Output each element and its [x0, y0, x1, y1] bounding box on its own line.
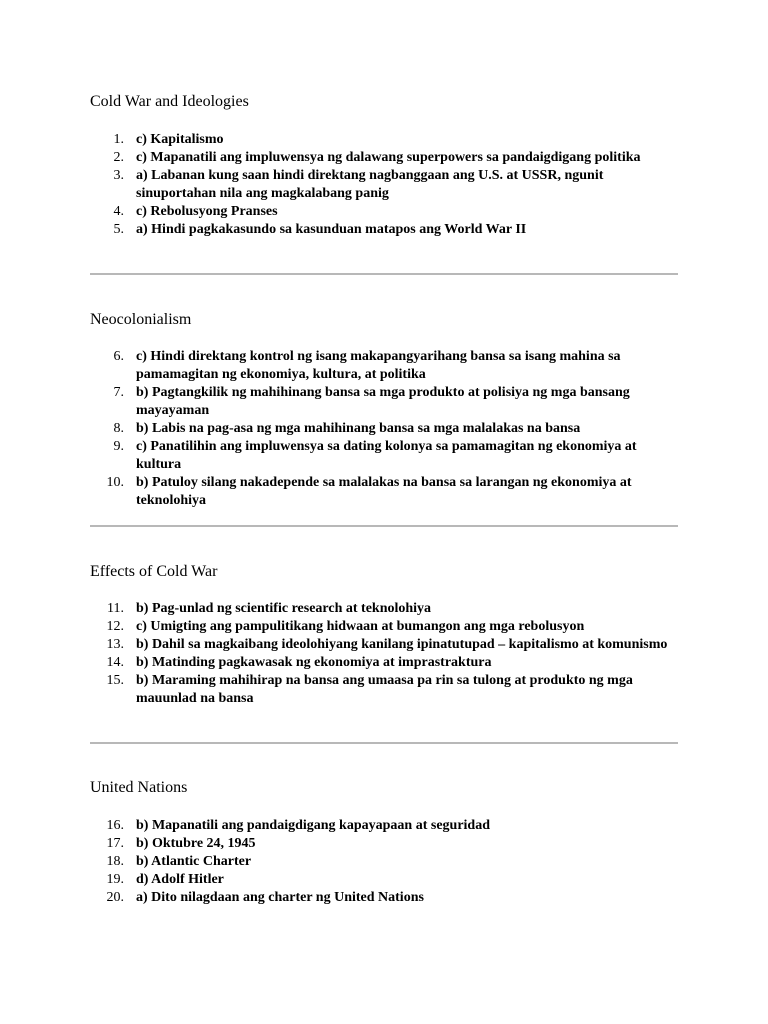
- answer-list: [90, 348, 678, 510]
- section-united-nations: [90, 778, 678, 905]
- section-title: United Nations: [90, 779, 188, 796]
- item-number: 14.: [106, 655, 124, 670]
- list-item: [90, 654, 678, 672]
- item-number: 17.: [106, 836, 124, 851]
- item-number: 3.: [113, 168, 124, 183]
- item-text: a) Dito nilagdaan ang charter ng United Nations: [136, 890, 424, 905]
- item-text: c) Mapanatili ang impluwensya ng dalawang superpowers sa pandaigdigang politika: [136, 150, 641, 165]
- item-text: a) Hindi pagkakasundo sa kasunduan matapos ang World War II: [136, 222, 527, 237]
- list-item: [90, 384, 678, 420]
- section-title: Neocolonialism: [90, 311, 192, 328]
- item-text: b) Atlantic Charter: [136, 854, 252, 869]
- section-effects-cold-war: [90, 562, 678, 706]
- section-divider: [90, 742, 678, 744]
- section-title: Cold War and Ideologies: [90, 93, 249, 110]
- list-item: [90, 835, 678, 853]
- item-text: b) Oktubre 24, 1945: [136, 836, 256, 851]
- section-neocolonialism: [90, 310, 678, 508]
- item-text: c) Panatilihin ang impluwensya sa dating kolonya sa pamamagitan ng ekonomiya at kultura: [136, 439, 637, 472]
- item-number: 1.: [113, 132, 124, 147]
- item-number: 19.: [106, 872, 124, 887]
- item-text: c) Rebolusyong Pranses: [136, 204, 278, 219]
- item-number: 18.: [106, 854, 124, 869]
- list-item: [90, 203, 678, 221]
- list-item: [90, 636, 678, 654]
- list-item: [90, 474, 678, 510]
- section-divider: [90, 525, 678, 527]
- list-item: [90, 871, 678, 889]
- item-number: 13.: [106, 637, 124, 652]
- item-text: c) Hindi direktang kontrol ng isang makapangyarihang bansa sa isang mahina sa pamamagitan ng ekonomiya, kultura, at politika: [136, 349, 621, 382]
- item-number: 6.: [113, 349, 124, 364]
- item-number: 15.: [106, 673, 124, 688]
- list-item: [90, 853, 678, 871]
- item-number: 20.: [106, 890, 124, 905]
- item-number: 10.: [106, 475, 124, 490]
- item-number: 8.: [113, 421, 124, 436]
- item-text: b) Maraming mahihirap na bansa ang umaasa pa rin sa tulong at produkto ng mga mauunlad na bansa: [136, 673, 633, 706]
- list-item: [90, 889, 678, 907]
- list-item: [90, 600, 678, 618]
- item-text: b) Mapanatili ang pandaigdigang kapayapaan at seguridad: [136, 818, 490, 833]
- item-text: b) Patuloy silang nakadepende sa malalakas na bansa sa larangan ng ekonomiya at teknolohiya: [136, 475, 632, 508]
- item-text: d) Adolf Hitler: [136, 872, 224, 887]
- item-text: b) Labis na pag-asa ng mga mahihinang bansa sa mga malalakas na bansa: [136, 421, 581, 436]
- list-item: [90, 167, 678, 203]
- answer-list: [90, 131, 678, 239]
- item-text: b) Pagtangkilik ng mahihinang bansa sa mga produkto at polisiya ng mga bansang mayayaman: [136, 385, 630, 418]
- item-text: b) Dahil sa magkaibang ideolohiyang kanilang ipinatutupad – kapitalismo at komunismo: [136, 637, 668, 652]
- item-text: c) Umigting ang pampulitikang hidwaan at bumangon ang mga rebolusyon: [136, 619, 585, 634]
- answer-list: [90, 817, 678, 907]
- section-cold-war: [90, 92, 678, 237]
- item-number: 16.: [106, 818, 124, 833]
- answer-list: [90, 600, 678, 708]
- item-number: 2.: [113, 150, 124, 165]
- list-item: [90, 618, 678, 636]
- list-item: [90, 221, 678, 239]
- item-text: c) Kapitalismo: [136, 132, 224, 147]
- item-number: 11.: [107, 601, 124, 616]
- item-number: 5.: [113, 222, 124, 237]
- item-text: b) Pag-unlad ng scientific research at teknolohiya: [136, 601, 432, 616]
- list-item: [90, 131, 678, 149]
- list-item: [90, 348, 678, 384]
- item-number: 9.: [113, 439, 124, 454]
- list-item: [90, 420, 678, 438]
- list-item: [90, 438, 678, 474]
- list-item: [90, 817, 678, 835]
- list-item: [90, 149, 678, 167]
- item-text: a) Labanan kung saan hindi direktang nagbanggaan ang U.S. at USSR, ngunit sinuportahan nila ang magkalabang panig: [136, 168, 604, 201]
- section-divider: [90, 273, 678, 275]
- item-number: 4.: [113, 204, 124, 219]
- item-number: 7.: [113, 385, 124, 400]
- list-item: [90, 672, 678, 708]
- item-text: b) Matinding pagkawasak ng ekonomiya at imprastraktura: [136, 655, 492, 670]
- item-number: 12.: [106, 619, 124, 634]
- section-title: Effects of Cold War: [90, 563, 218, 580]
